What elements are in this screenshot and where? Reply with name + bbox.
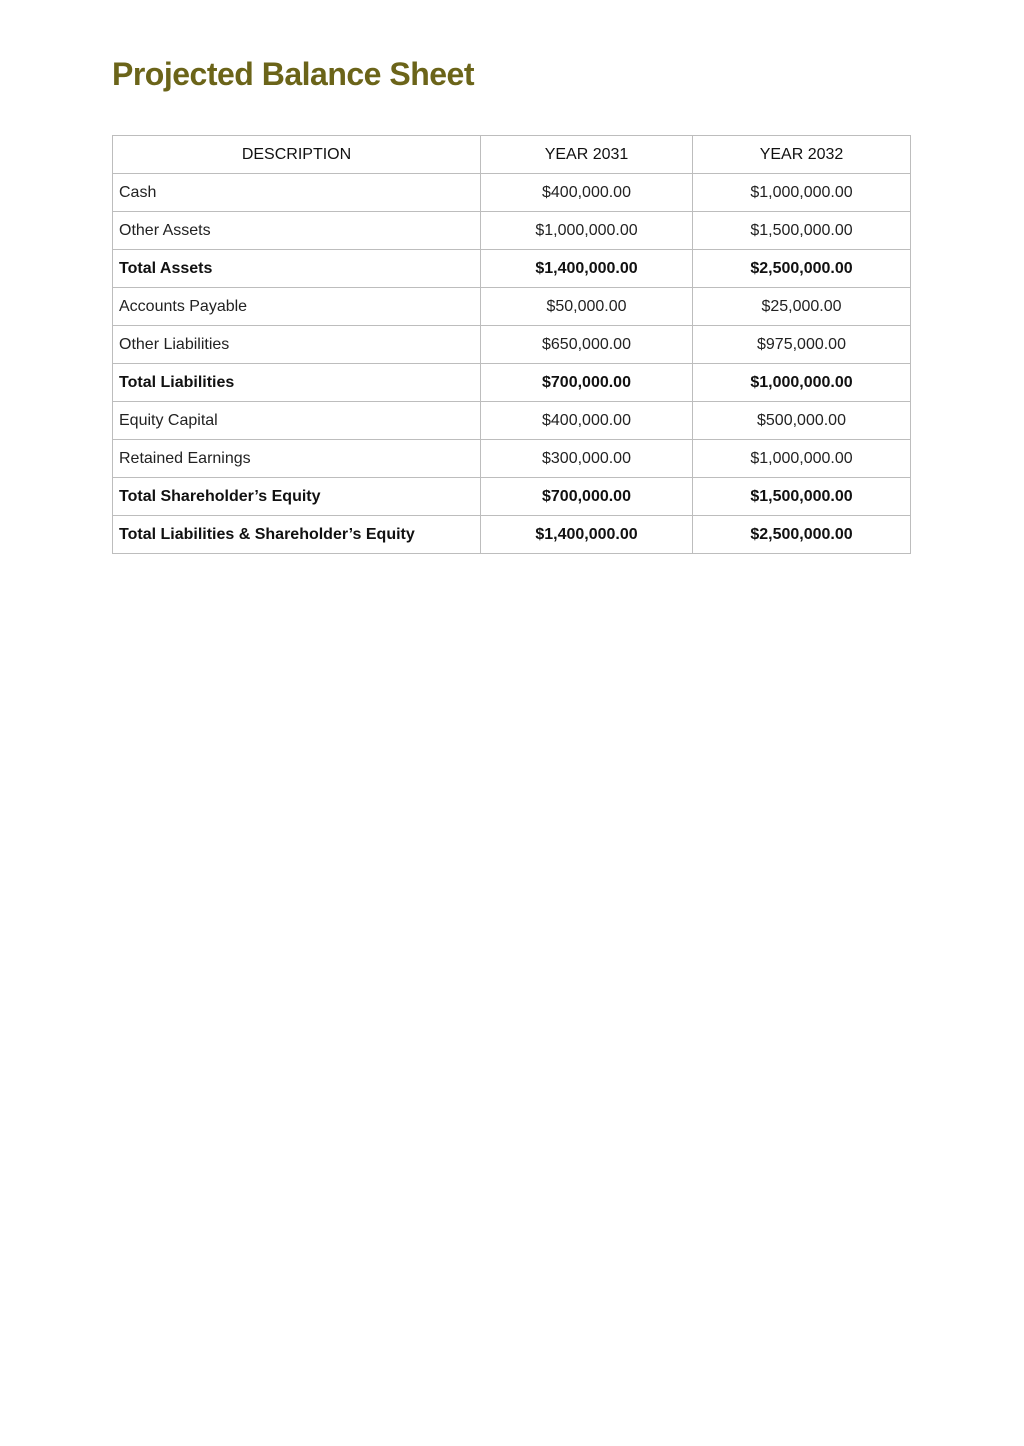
row-value-2032: $1,000,000.00	[693, 364, 911, 402]
row-description: Equity Capital	[113, 402, 481, 440]
row-value-2031: $1,000,000.00	[481, 212, 693, 250]
row-description: Other Assets	[113, 212, 481, 250]
row-description: Total Liabilities	[113, 364, 481, 402]
row-description: Total Shareholder’s Equity	[113, 478, 481, 516]
row-value-2031: $1,400,000.00	[481, 516, 693, 554]
row-value-2031: $650,000.00	[481, 326, 693, 364]
row-description: Total Assets	[113, 250, 481, 288]
table-header-row	[113, 136, 911, 174]
row-value-2031: $700,000.00	[481, 364, 693, 402]
row-value-2031: $50,000.00	[481, 288, 693, 326]
row-value-2031: $700,000.00	[481, 478, 693, 516]
table-row	[113, 516, 911, 554]
table-row	[113, 440, 911, 478]
row-value-2031: $400,000.00	[481, 402, 693, 440]
table-row	[113, 478, 911, 516]
row-value-2032: $975,000.00	[693, 326, 911, 364]
row-value-2031: $300,000.00	[481, 440, 693, 478]
row-value-2031: $400,000.00	[481, 174, 693, 212]
row-value-2032: $2,500,000.00	[693, 516, 911, 554]
balance-sheet-table	[112, 135, 911, 554]
column-header-year-2031: YEAR 2031	[481, 136, 693, 174]
table-row	[113, 326, 911, 364]
table-row	[113, 250, 911, 288]
table-row	[113, 364, 911, 402]
table-row	[113, 288, 911, 326]
page-title: Projected Balance Sheet	[112, 56, 474, 92]
table-row	[113, 212, 911, 250]
row-value-2032: $25,000.00	[693, 288, 911, 326]
table-row	[113, 402, 911, 440]
row-value-2032: $1,500,000.00	[693, 478, 911, 516]
row-description: Accounts Payable	[113, 288, 481, 326]
row-description: Other Liabilities	[113, 326, 481, 364]
column-header-year-2032: YEAR 2032	[693, 136, 911, 174]
row-value-2032: $1,000,000.00	[693, 440, 911, 478]
row-value-2032: $500,000.00	[693, 402, 911, 440]
row-value-2032: $2,500,000.00	[693, 250, 911, 288]
table-row	[113, 174, 911, 212]
row-value-2032: $1,000,000.00	[693, 174, 911, 212]
row-value-2031: $1,400,000.00	[481, 250, 693, 288]
row-description: Retained Earnings	[113, 440, 481, 478]
row-description: Total Liabilities & Shareholder’s Equity	[113, 516, 481, 554]
column-header-description: DESCRIPTION	[113, 136, 481, 174]
row-value-2032: $1,500,000.00	[693, 212, 911, 250]
row-description: Cash	[113, 174, 481, 212]
